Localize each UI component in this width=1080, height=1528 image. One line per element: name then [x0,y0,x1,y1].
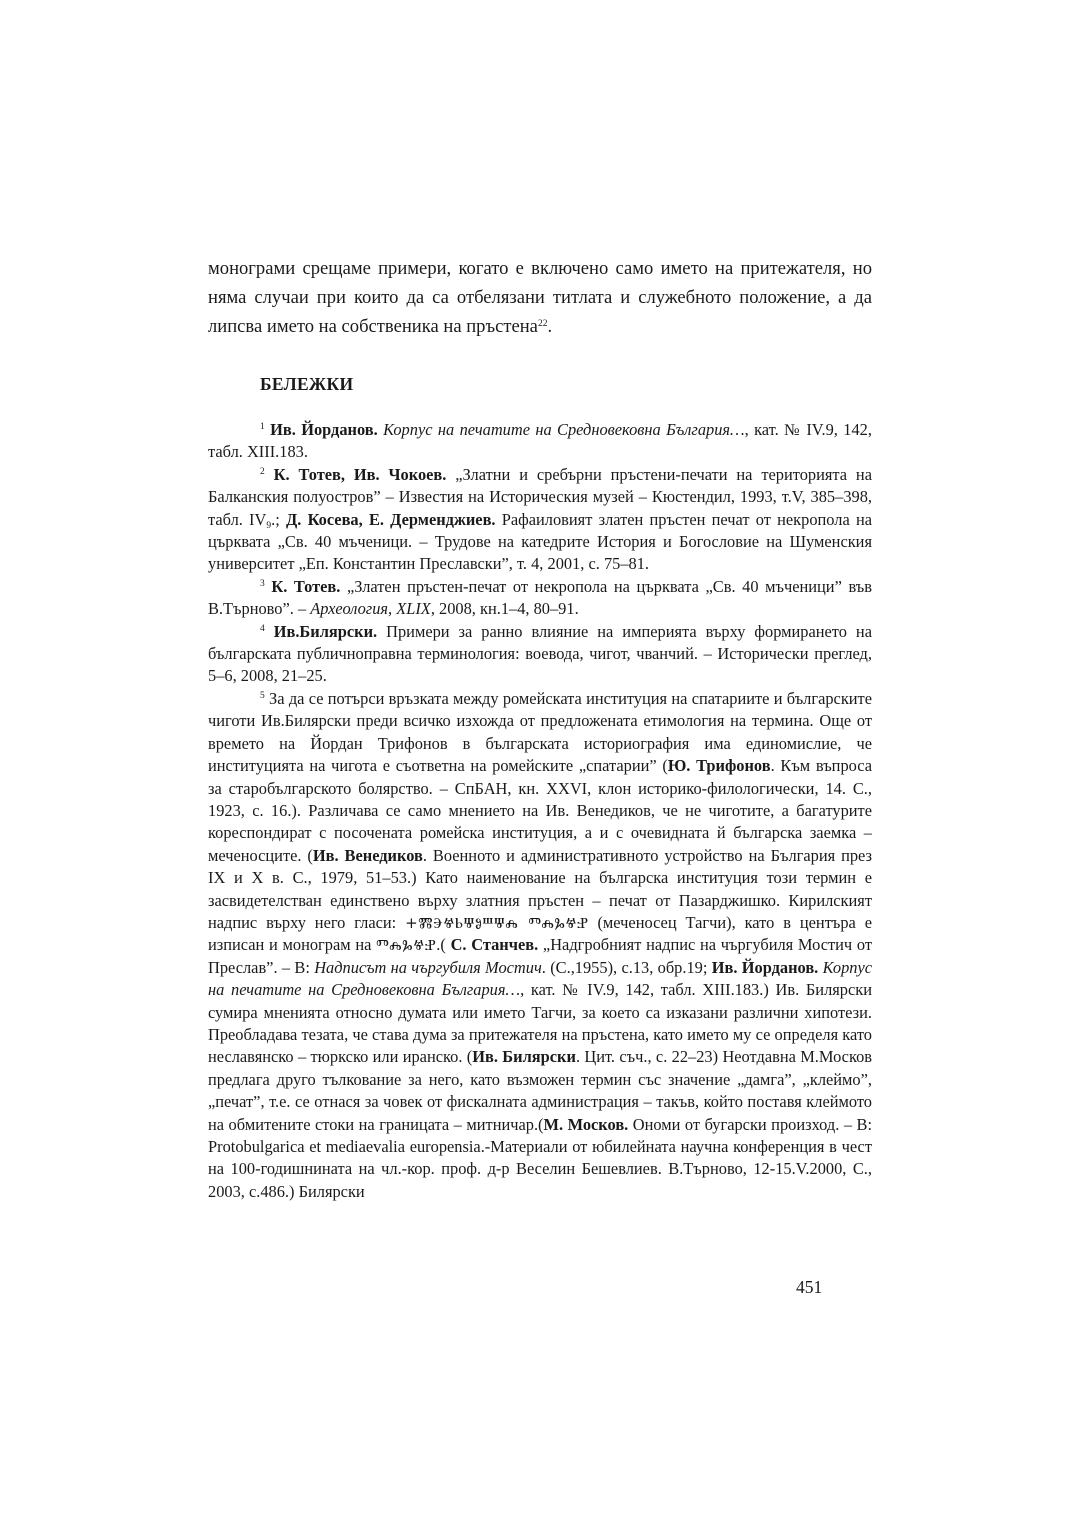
note-1 [208,419,872,464]
body-text: монограми срещаме примери, когато е включено само името на притежателя, но няма случаи при които да са отбелязани титлата и служебното положение, а да липсва името на собственика на пръстена [208,258,872,337]
note-2 [208,464,872,576]
page-content [208,254,872,1203]
note-text: „Златни и сребърни пръстени-печати на територията на Балканския полуостров” – Известия на Историческия музей – Кюстендил, 1993, т.V, 385–398, табл. IV [208,464,872,529]
note-3 [208,576,872,621]
note-text: , 2008, кн.1–4, 80–91. [430,599,579,619]
note-author: Ив.Билярски. [273,621,378,641]
note-text: (меченосец Тагчи), като в центъра е изписан и монограм на [208,912,872,955]
body-paragraph [208,254,872,341]
note-author: С. Станчев. [450,935,539,955]
note-author: К. Тотев. [271,576,341,596]
monogram-text: ⰕⰎⰃⰝⰐ [376,936,437,955]
note-text: . Към въпроса за старобългарското болярство. – СпБАН, кн. XXVI, клон историко-филологически, 14. С., 1923, с. 16.). Различава се само мнението на Ив. Венедиков, че не чиготите, а багатурите кореспондират с посочената ромейска институция, а и с очевидната й българска заемка – меченосците. ( [208,756,872,865]
note-author: Ив. Йорданов. [270,420,378,439]
note-text: .( [436,935,451,955]
note-text: , кат. № IV.9, 142, табл. XIII.183.) Ив. Билярски сумира мненията относно думата или името Тагчи, за което са изказани различни хипотези. Преобладава тезата, че става дума за притежателя на пръстена, като името му се определя като неславянско – тюркско или иранско. ( [208,980,872,1067]
inscription-text: +ⰏⰅⰝⰓⰛⰑⰞⰛⰎ ⰕⰎⰃⰝⰐ [405,913,589,932]
note-text: Рафаиловият златен пръстен печат от некропола на църквата „Св. 40 мъченици. – Трудове на катедрите История и Богословие на Шуменския университет „Еп. Константин Преславски”, т. 4, 2001, с. 75–81. [208,509,872,574]
note-author: Ив. Билярски [472,1047,576,1067]
note-4 [208,621,872,688]
note-journal: Археология, XLIX [310,599,431,619]
note-text: „Надгробният надпис на чъргубиля Мостич от Преслав”. – В: [208,935,872,977]
note-author: К. Тотев, Ив. Чокоев. [273,464,447,484]
note-text: . Военното и административното устройство на България през IX и X в. С., 1979, 51–53.) Като наименование на българска институция този термин е засвидетелстван единствено върху златния пръстен – печат от Пазарджишко. Кирилският надпис върху него гласи: [208,845,873,932]
notes-list [208,419,872,1203]
note-number: 3 [260,578,265,589]
note-subscript: 9 [266,520,272,531]
note-text: „Златен пръстен-печат от некропола на църквата „Св. 40 мъченици” във В.Търново”. – [208,576,872,619]
note-author: Ю. Трифонов [667,756,771,776]
body-end: . [547,316,553,337]
note-title: Надписът на чъргубиля Мостич [314,957,542,977]
note-text: Примери за ранно влияние на империята върху формирането на българската публичноправна терминология: воевода, чигот, чванчий. – Исторически преглед, 5–6, 2008, 21–25. [208,621,872,686]
footnote-ref: 22 [537,319,548,329]
note-author: Ив. Венедиков [312,845,423,865]
page-number: 451 [796,1277,823,1297]
note-number: 5 [260,690,265,701]
notes-heading: БЕЛЕЖКИ [260,374,354,394]
note-title: Корпус на печатите на Средновековна България… [208,957,873,1000]
note-author: М. Москов. [543,1114,629,1134]
note-text: .; [271,509,286,529]
note-text: Ономи от бугарски произход. – В: Protobulgarica et mediaevalia europensia.-Материали от юбилейната научна конференция в чест на 100-годишнината на чл.-кор. проф. д-р Веселин Бешевлиев. В.Търново, 12-15.V.2000, С., 2003, с.486.) Билярски [208,1114,873,1201]
note-text: , кат. № IV.9, 142, табл. XIII.183. [208,420,872,462]
note-text: . Цит. съч., с. 22–23) Неотдавна М.Москов предлага друго тълкование за него, като възможен термин със значение „дамга”, „клеймо”, „печат”, т.е. се отнася за човек от фискалната администрация – такъв, който поставя клеймото на обмитените стоки на границата – митничар.( [208,1047,873,1134]
note-text: За да се потърси връзката между ромейската институция на спатариите и българските чиготи Ив.Билярски преди всичко изхожда от предложената етимология на термина. Още от времето на Йордан Трифонов в българската историография има единомислие, че институцията на чигота е съответна на ромейските „спатарии” ( [208,688,872,776]
note-5 [208,688,872,1203]
note-author: Д. Косева, Е. Дерменджиев. [285,509,496,529]
note-number: 2 [260,466,265,477]
note-title: Корпус на печатите на Средновековна България… [383,420,745,439]
note-number: 4 [260,623,265,634]
note-text: . (С.,1955), с.13, обр.19; [541,957,712,977]
note-number: 1 [260,422,265,432]
note-author: Ив. Йорданов. [711,957,819,977]
